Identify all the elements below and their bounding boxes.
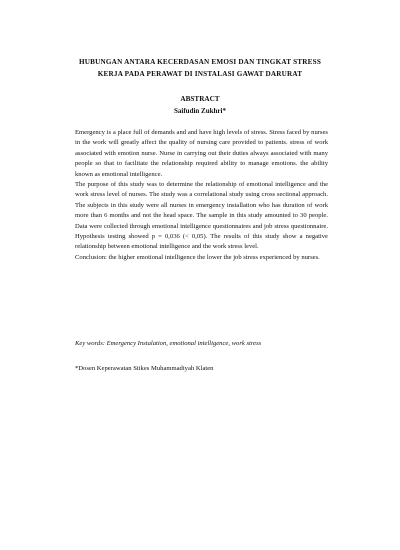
- paper-title-line-2: KERJA PADA PERAWAT DI INSTALASI GAWAT DARURAT: [97, 70, 303, 78]
- author-affiliation: *Dosen Keperawatan Stikes Muhammadiyah Klaten: [75, 365, 214, 372]
- abstract-body: [75, 128, 328, 263]
- abstract-heading: ABSTRACT: [180, 95, 220, 103]
- keywords: Key words: Emergency Instalation, emotional intelligence, work stress: [75, 340, 262, 347]
- abstract-paragraph-conclusion: Conclusion: the higher emotional intelligence the lower the job stress experienced by nurses.: [75, 253, 320, 261]
- abstract-paragraph-background: Emergency is a place full of demands and and have high levels of stress. Stress faced by nurses in the work will greatly affect the quality of nursing care provided to patients. stress of work associated with emotion nurse. Nurse in carrying out their duties always associated with many people so that to facilitate the relationship required ability to manage emotions. the ability known as emotional intelligence.: [75, 129, 328, 178]
- author-name: Saifudin Zukhri*: [174, 107, 226, 115]
- paper-title-line-1: HUBUNGAN ANTARA KECERDASAN EMOSI DAN TINGKAT STRESS: [78, 58, 322, 66]
- abstract-paragraph-methods-results: The purpose of this study was to determine the relationship of emotional intelligence and the work stress level of nurses. The study was a correlational study using cross sectional approach. The subjects in this study were all nurses in emergency installation who has duration of work more than 6 months and not the head space. The sample in this study amounted to 30 people. Data were collected through emotional intelligence questionnaires and job stress questionnaire. Hypothesis testing showed p = 0,036 (< 0,05). The results of this study show a negative relationship between emotional intelligence and the work stress level.: [75, 181, 328, 251]
